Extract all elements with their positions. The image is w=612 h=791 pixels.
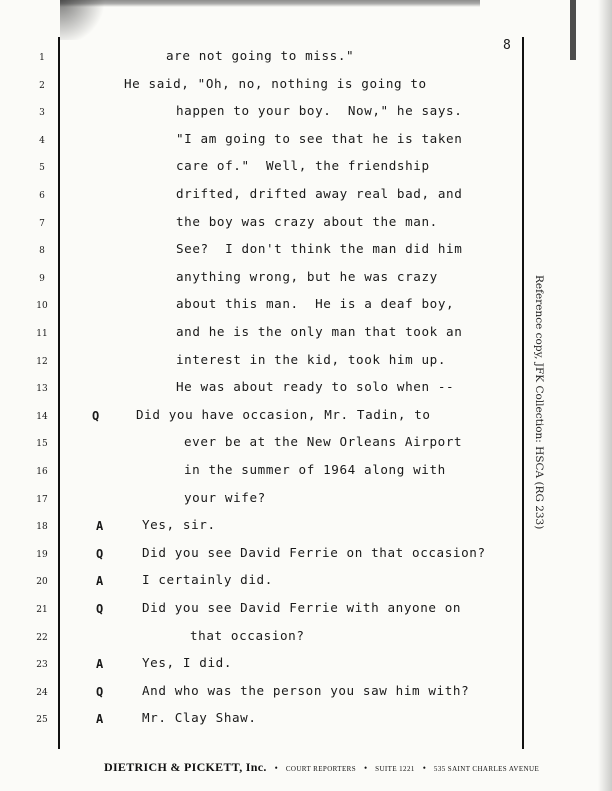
transcript-line bbox=[0, 683, 612, 710]
footer-separator: • bbox=[364, 763, 368, 773]
line-text: that occasion? bbox=[190, 628, 305, 643]
transcript-line bbox=[0, 241, 612, 268]
line-text: the boy was crazy about the man. bbox=[176, 214, 438, 229]
transcript-line bbox=[0, 490, 612, 517]
transcript-line bbox=[0, 655, 612, 682]
line-number: 18 bbox=[36, 522, 48, 532]
line-number: 6 bbox=[39, 191, 45, 201]
transcript-line bbox=[0, 324, 612, 351]
line-number: 22 bbox=[36, 633, 48, 643]
line-number: 11 bbox=[36, 329, 48, 339]
line-number: 23 bbox=[36, 660, 48, 670]
line-text: See? I don't think the man did him bbox=[176, 241, 463, 256]
transcript-line bbox=[0, 158, 612, 185]
line-text: Did you see David Ferrie with anyone on bbox=[142, 600, 462, 615]
line-text: your wife? bbox=[184, 490, 266, 505]
line-number: 2 bbox=[39, 81, 45, 91]
line-text: happen to your boy. Now," he says. bbox=[176, 103, 463, 118]
line-text: are not going to miss." bbox=[166, 48, 355, 63]
line-number: 5 bbox=[39, 163, 45, 173]
transcript-line bbox=[0, 352, 612, 379]
line-text: Yes, I did. bbox=[142, 655, 233, 670]
line-text: He was about ready to solo when -- bbox=[176, 379, 455, 394]
qa-marker: A bbox=[96, 657, 104, 671]
line-text: in the summer of 1964 along with bbox=[184, 462, 446, 477]
line-text: ever be at the New Orleans Airport bbox=[184, 434, 463, 449]
line-number: 3 bbox=[39, 108, 45, 118]
footer-separator: • bbox=[274, 763, 278, 773]
line-text: And who was the person you saw him with? bbox=[142, 683, 470, 698]
qa-marker: Q bbox=[92, 409, 100, 423]
footer-separator: • bbox=[422, 763, 426, 773]
qa-marker: Q bbox=[96, 685, 104, 699]
scan-shadow-corner bbox=[60, 0, 110, 40]
line-number: 21 bbox=[36, 605, 48, 615]
line-text: I certainly did. bbox=[142, 572, 273, 587]
line-number: 1 bbox=[39, 53, 45, 63]
line-text: about this man. He is a deaf boy, bbox=[176, 296, 455, 311]
reference-copy-note: Reference copy, JFK Collection: HSCA (RG 233) bbox=[533, 275, 545, 530]
line-number: 13 bbox=[36, 384, 48, 394]
line-text: "I am going to see that he is taken bbox=[176, 131, 463, 146]
transcript-line bbox=[0, 434, 612, 461]
line-number: 9 bbox=[39, 274, 45, 284]
transcript-line bbox=[0, 48, 612, 75]
line-text: Did you have occasion, Mr. Tadin, to bbox=[136, 407, 431, 422]
line-number: 8 bbox=[39, 246, 45, 256]
line-text: care of." Well, the friendship bbox=[176, 158, 430, 173]
qa-marker: Q bbox=[96, 602, 104, 616]
transcript-line bbox=[0, 517, 612, 544]
qa-marker: Q bbox=[96, 547, 104, 561]
line-number: 4 bbox=[39, 136, 45, 146]
transcript-line bbox=[0, 186, 612, 213]
line-number: 19 bbox=[36, 550, 48, 560]
transcript-line bbox=[0, 600, 612, 627]
line-number: 15 bbox=[36, 439, 48, 449]
line-number: 17 bbox=[36, 495, 48, 505]
line-text: He said, "Oh, no, nothing is going to bbox=[124, 76, 427, 91]
transcript-line bbox=[0, 407, 612, 434]
line-text: anything wrong, but he was crazy bbox=[176, 269, 438, 284]
transcript-line bbox=[0, 710, 612, 737]
line-number: 14 bbox=[36, 412, 48, 422]
transcript-line bbox=[0, 545, 612, 572]
transcript-line bbox=[0, 462, 612, 489]
line-number: 10 bbox=[36, 301, 48, 311]
footer bbox=[104, 758, 539, 776]
transcript-line bbox=[0, 269, 612, 296]
transcript-line bbox=[0, 131, 612, 158]
qa-marker: A bbox=[96, 574, 104, 588]
qa-marker: A bbox=[96, 712, 104, 726]
line-text: Did you see David Ferrie on that occasion? bbox=[142, 545, 486, 560]
transcript-line bbox=[0, 628, 612, 655]
scan-shadow-top bbox=[60, 0, 480, 7]
line-number: 12 bbox=[36, 357, 48, 367]
line-text: and he is the only man that took an bbox=[176, 324, 463, 339]
line-number: 16 bbox=[36, 467, 48, 477]
line-text: drifted, drifted away real bad, and bbox=[176, 186, 463, 201]
transcript-line bbox=[0, 214, 612, 241]
transcript-line bbox=[0, 76, 612, 103]
footer-firm: DIETRICH & PICKETT, Inc. bbox=[104, 760, 267, 774]
line-text: Mr. Clay Shaw. bbox=[142, 710, 257, 725]
line-number: 20 bbox=[36, 577, 48, 587]
line-number: 24 bbox=[36, 688, 48, 698]
line-number: 25 bbox=[36, 715, 48, 725]
qa-marker: A bbox=[96, 519, 104, 533]
footer-address: 535 SAINT CHARLES AVENUE bbox=[433, 765, 540, 773]
transcript-line bbox=[0, 296, 612, 323]
footer-dept: COURT REPORTERS bbox=[285, 765, 357, 773]
transcript-line bbox=[0, 572, 612, 599]
transcript-line bbox=[0, 379, 612, 406]
footer-suite: SUITE 1221 bbox=[375, 765, 415, 773]
line-text: Yes, sir. bbox=[142, 517, 216, 532]
transcript-line bbox=[0, 103, 612, 130]
line-number: 7 bbox=[39, 219, 45, 229]
page-number: 8 bbox=[503, 38, 511, 53]
line-text: interest in the kid, took him up. bbox=[176, 352, 447, 367]
